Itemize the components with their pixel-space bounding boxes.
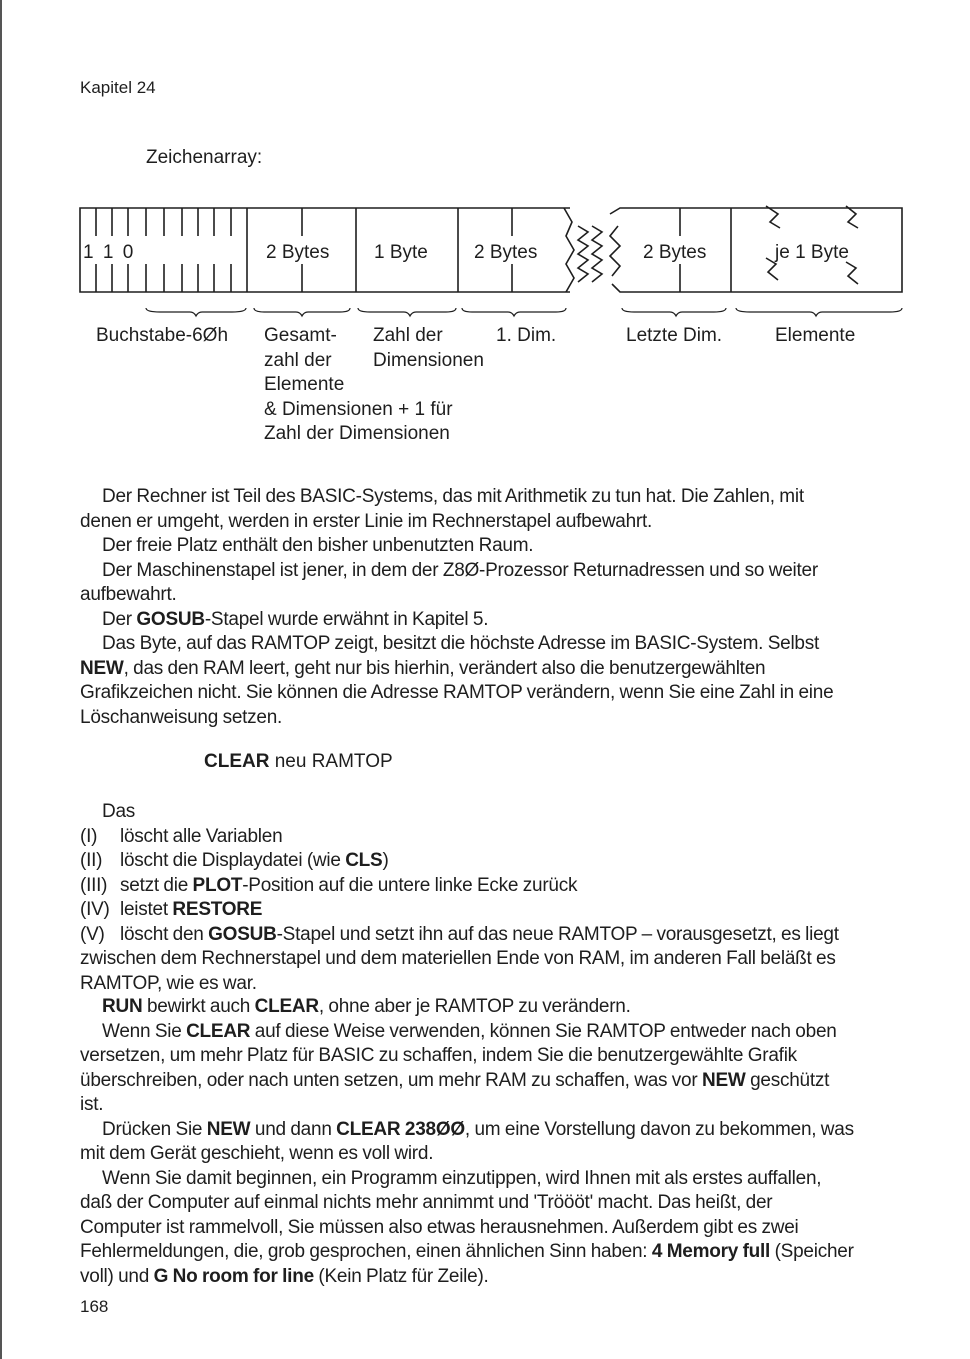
cell-elements-size: je 1 Byte xyxy=(775,242,849,263)
text-run: Wenn Sie xyxy=(102,1020,187,1042)
label-total-line: & Dimensionen + 1 für xyxy=(264,398,453,420)
text-run: (Kein Platz für Zeile). xyxy=(313,1265,489,1287)
paragraph: Der Maschinenstapel ist jener, in dem der Z8Ø-Prozessor Returnadressen und so weiter aufbewahrt. xyxy=(80,559,818,605)
break-zigzag-left xyxy=(564,208,574,292)
keyword: NEW xyxy=(701,1069,746,1091)
text-run: -Position auf die untere linke Ecke zurück xyxy=(242,874,578,896)
braces xyxy=(146,308,902,316)
cell-ndims-size: 1 Byte xyxy=(374,242,428,263)
text-run: neu RAMTOP xyxy=(269,751,393,772)
body-section-2 xyxy=(80,995,855,1289)
list-number: (V) xyxy=(80,923,105,945)
keyword: GOSUB xyxy=(208,923,277,945)
chapter-header: Kapitel 24 xyxy=(80,78,156,97)
keyword: CLEAR xyxy=(204,751,270,772)
text-run: und dann xyxy=(250,1118,337,1140)
text-run: geschützt ist. xyxy=(80,1069,830,1115)
text-run: Drücken Sie xyxy=(102,1118,207,1140)
paragraph xyxy=(80,1167,855,1290)
page-number: 168 xyxy=(80,1297,109,1316)
label-ndims-line: Dimensionen xyxy=(373,349,484,371)
text-run: Wenn Sie damit beginnen, ein Programm einzutippen, wird Ihnen mit als erstes auffallen, daß der Computer auf einmal nichts mehr annimmt und 'Tröööt' macht. Das heißt, der Computer ist rammelvoll, Sie müssen also etwas herausnehmen. Außerdem gibt es zwei Fehlermeldungen, die, grob gesprochen, einen ähnlichen Sinn haben: xyxy=(80,1167,822,1262)
paragraph xyxy=(80,1020,855,1118)
text-run: , ohne aber je RAMTOP zu verändern. xyxy=(318,996,631,1017)
label-total-line: Gesamt- xyxy=(264,325,337,346)
cell-bits: 1 1 0 xyxy=(83,242,136,263)
keyword: CLEAR xyxy=(254,996,319,1017)
text-run: Das Byte, auf das RAMTOP zeigt, besitzt die höchste Adresse im BASIC-System. Selbst xyxy=(102,633,820,654)
text-run: -Stapel und setzt ihn auf das neue RAMTOP – vorausgesetzt, es liegt zwischen dem Rechnerstapel und dem materiellen Ende von RAM, im anderen Fall beläßt es RAMTOP, wie es war. xyxy=(80,923,839,994)
paragraph xyxy=(80,632,855,730)
text-run: bewirkt auch xyxy=(142,996,255,1017)
text-run: Der xyxy=(102,608,137,630)
effects-list xyxy=(80,800,855,996)
keyword: NEW xyxy=(80,657,124,679)
list-intro: Das xyxy=(102,801,136,822)
list-number: (II) xyxy=(80,850,103,871)
paragraph xyxy=(80,995,855,1020)
list-item xyxy=(80,825,855,850)
keyword: RUN xyxy=(102,996,143,1017)
list-item xyxy=(80,923,855,997)
list-number: (IV) xyxy=(80,899,110,920)
text-run: , das den RAM leert, geht nur bis hierhin, verändert also die benutzergewählten Grafikzeichen nicht. Sie können die Adresse RAMTOP verändern, wenn Sie eine Zahl in eine Löschanweisung setzen. xyxy=(80,657,834,728)
label-letter: Buchstabe-6Øh xyxy=(96,325,229,346)
text-run: löscht alle Variablen xyxy=(120,825,283,847)
label-ndims xyxy=(373,324,484,373)
keyword: PLOT xyxy=(192,874,243,896)
text-run: , um eine Vorstellung davon zu bekommen, was mit dem Gerät geschieht, wenn es voll wird. xyxy=(80,1118,854,1164)
clear-statement xyxy=(204,751,393,773)
paragraph: Der Rechner ist Teil des BASIC-Systems, das mit Arithmetik zu tun hat. Die Zahlen, mit denen er umgeht, werden in erster Linie im Rechnerstapel aufbewahrt. xyxy=(80,486,804,532)
cell-total-size: 2 Bytes xyxy=(266,242,330,263)
keyword: G No room for line xyxy=(153,1265,314,1287)
list-item xyxy=(80,898,855,923)
label-total-line: Elemente xyxy=(264,374,345,395)
body-section-1 xyxy=(80,485,855,730)
text-run: -Stapel wurde erwähnt in Kapitel 5. xyxy=(204,608,489,630)
list-item xyxy=(80,849,855,874)
keyword: CLEAR 238ØØ xyxy=(336,1118,465,1140)
paragraph: Der freie Platz enthält den bisher unbenutzten Raum. xyxy=(102,535,534,556)
text-run: ) xyxy=(382,850,389,871)
keyword: CLS xyxy=(345,850,383,871)
label-lastdim: Letzte Dim. xyxy=(626,325,723,346)
label-total-line: Zahl der Dimensionen xyxy=(264,423,450,444)
paragraph xyxy=(80,1118,855,1167)
array-layout-diagram xyxy=(0,0,970,330)
keyword: GOSUB xyxy=(136,608,205,630)
cell-lastdim-size: 2 Bytes xyxy=(643,242,707,263)
keyword: 4 Memory full xyxy=(651,1241,771,1262)
list-number: (I) xyxy=(80,825,98,847)
text-run: löscht den xyxy=(120,923,209,945)
list-item xyxy=(80,874,855,899)
text-run: setzt die xyxy=(120,874,193,896)
text-run: löscht die Displaydatei (wie xyxy=(120,850,346,871)
cell-dim1-size: 2 Bytes xyxy=(474,242,538,263)
paragraph xyxy=(80,608,855,633)
keyword: NEW xyxy=(206,1118,251,1140)
label-dim1: 1. Dim. xyxy=(496,325,557,346)
keyword: RESTORE xyxy=(172,899,263,920)
label-elements: Elemente xyxy=(775,325,856,346)
text-run: leistet xyxy=(120,899,173,920)
list-number: (III) xyxy=(80,874,108,896)
text-run: auf diese Weise verwenden, können Sie RAMTOP entweder nach oben versetzen, um mehr Platz für BASIC zu schaffen, indem Sie die benutzergewählte Grafik überschreiben, oder nach unten setzen, um mehr RAM zu schaffen, was vor xyxy=(80,1020,837,1091)
section-subtitle: Zeichenarray: xyxy=(146,147,263,168)
text-run: (Speicher voll) und xyxy=(80,1241,854,1287)
label-total-line: zahl der xyxy=(264,349,332,371)
keyword: CLEAR xyxy=(186,1020,251,1042)
label-ndims-line: Zahl der xyxy=(373,325,443,346)
